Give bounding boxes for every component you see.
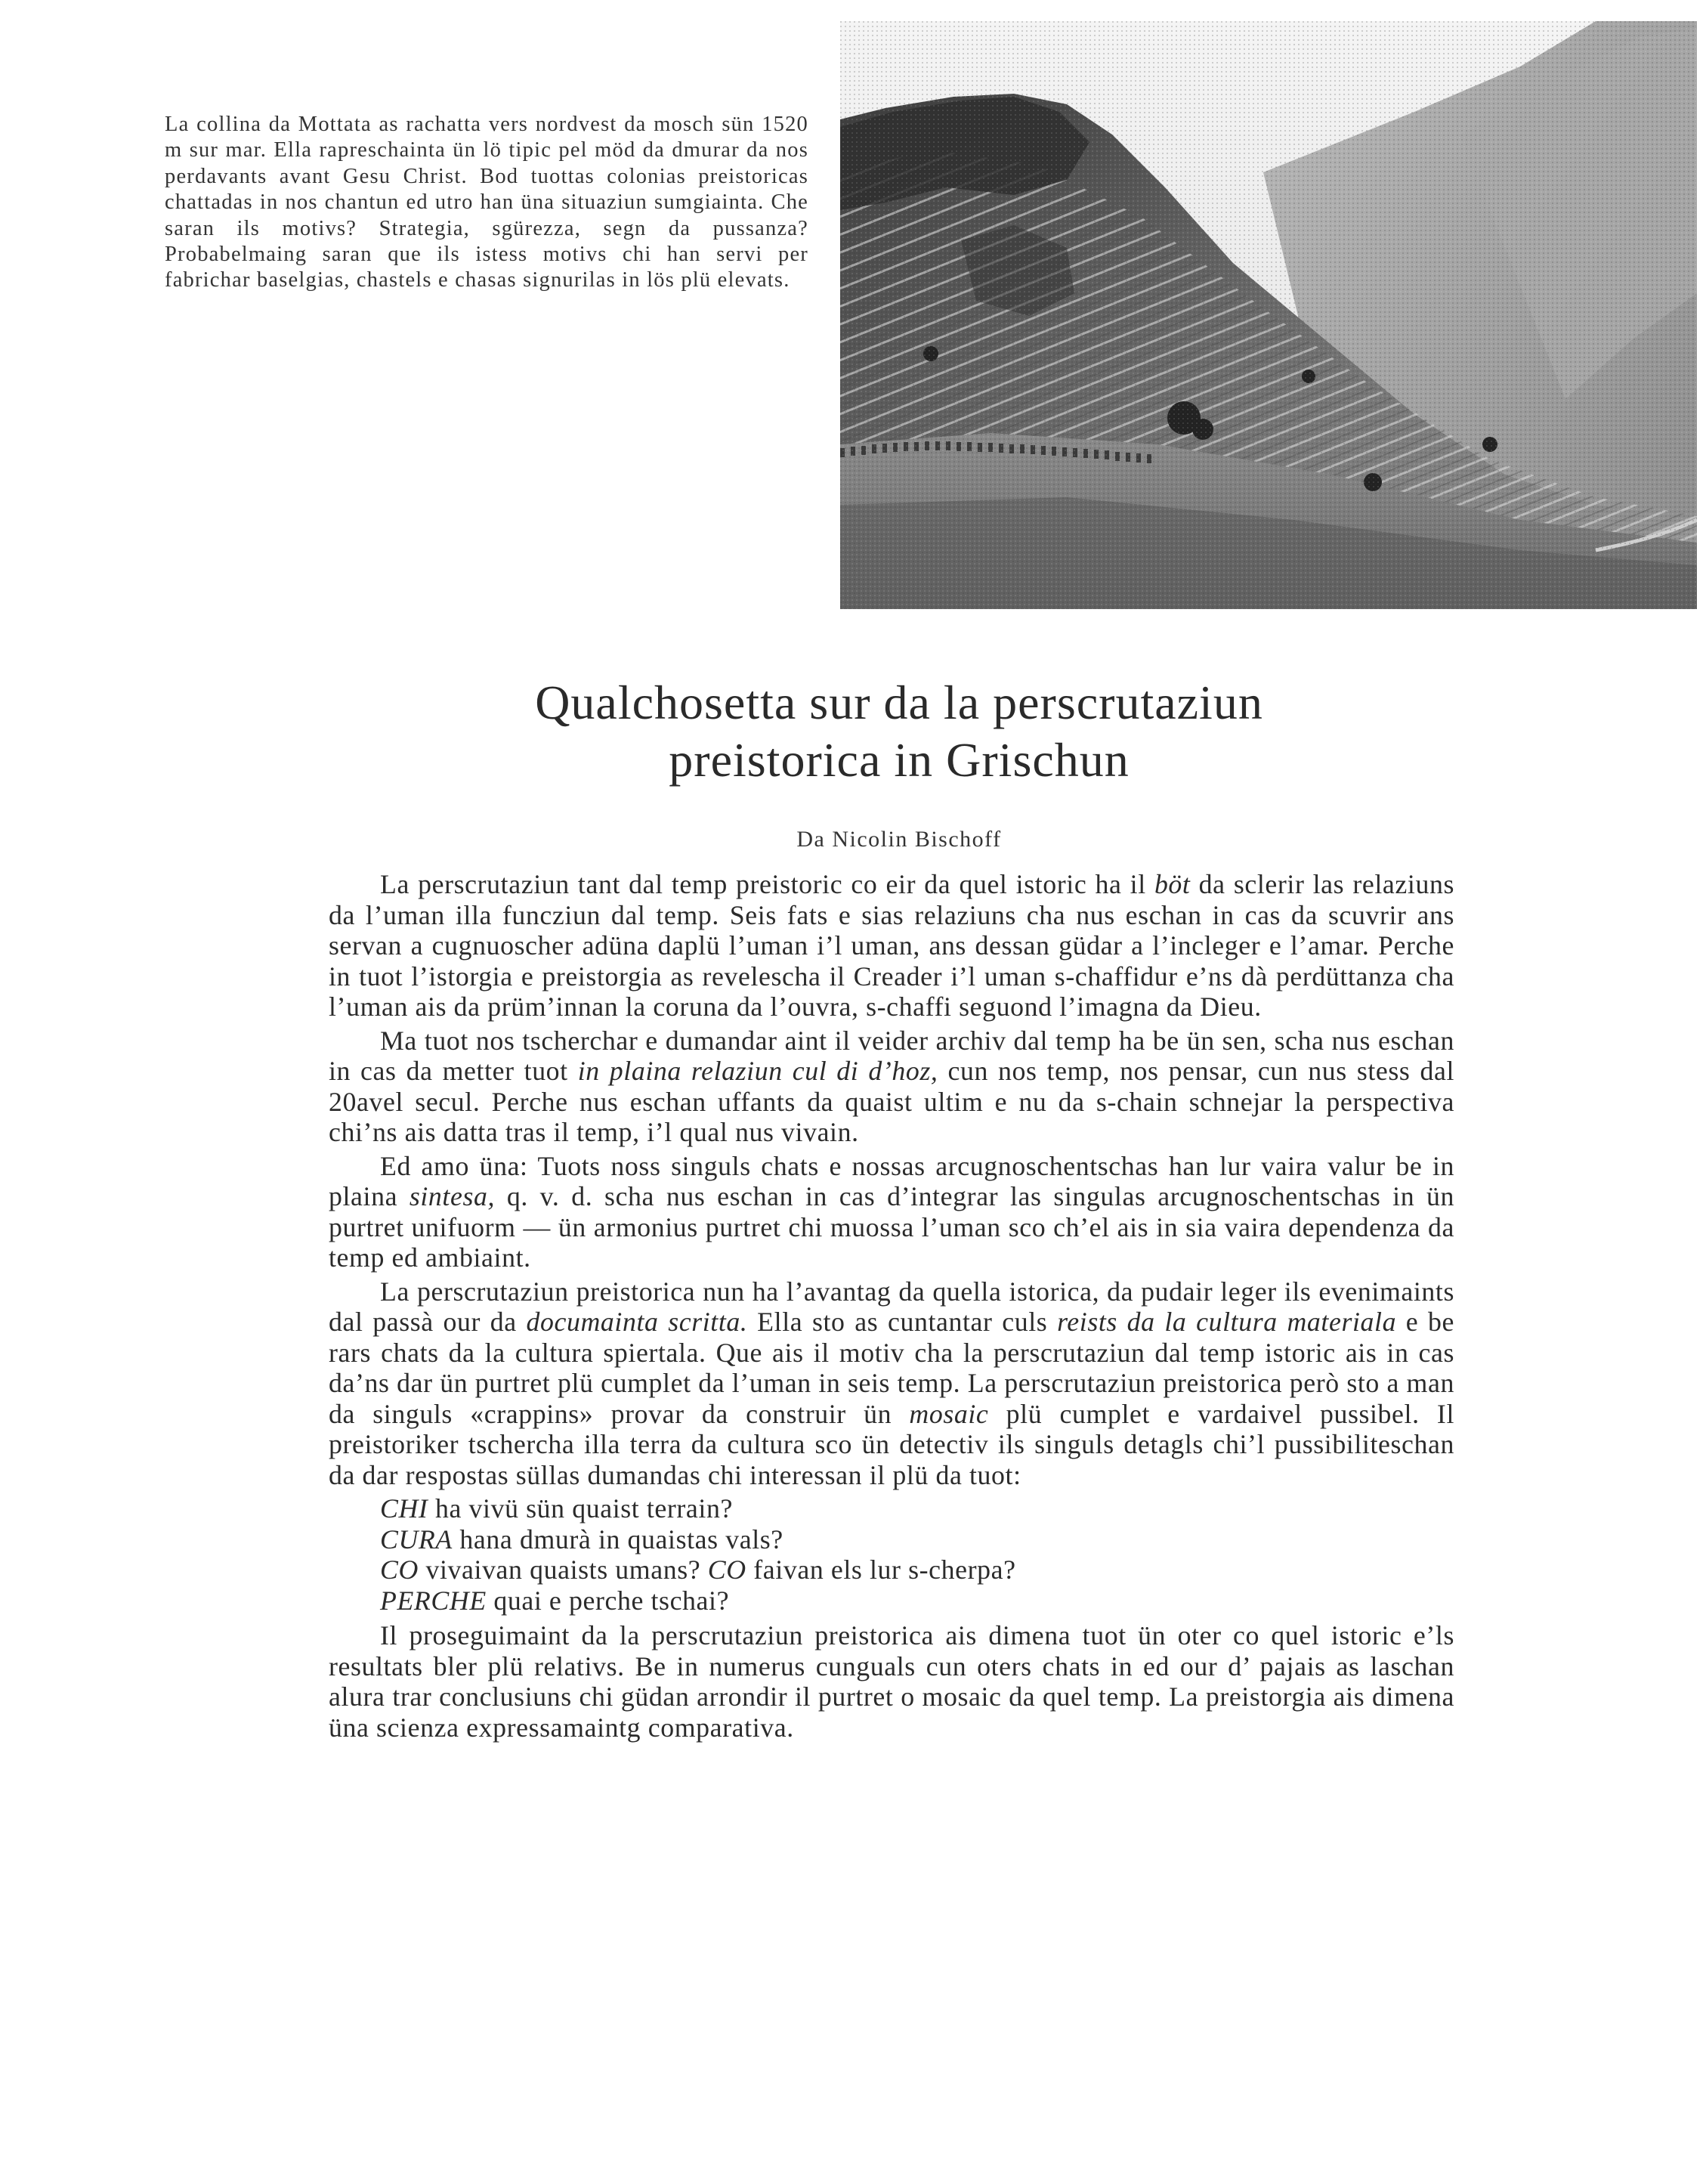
question-keyword: CURA bbox=[380, 1524, 453, 1554]
question-item bbox=[380, 1493, 1454, 1524]
question-list bbox=[329, 1493, 1454, 1616]
emphasis: böt bbox=[1154, 869, 1191, 899]
text-run: e be rars chats da la cultura spiertala. Que ais il motiv cha la perscrutaziun dal temp istoric ais in cas da’ns dar ün purtret plü cumplet da l’uman in seis temp. La perscrutaziun preistorica però sto a man da singuls «crappins» provar da construir ün bbox=[329, 1307, 1454, 1429]
paragraph-4 bbox=[329, 1276, 1454, 1491]
emphasis: documainta scritta. bbox=[526, 1307, 748, 1337]
title-line-1: Qualchosetta sur da la perscrutaziun bbox=[535, 676, 1263, 729]
question-text: ha vivü sün quaist terrain? bbox=[428, 1493, 733, 1524]
article-title bbox=[302, 674, 1496, 789]
text-run: cun nos temp, nos pensar, cun nus stess dal 20avel secul. Perche nus eschan uffants da quaist ultim e nu da s-chain schnejar la perspectiva chi’ns ais datta tras il temp, i’l qual nus vivain. bbox=[329, 1056, 1454, 1147]
landscape-photo bbox=[840, 21, 1697, 609]
question-keyword: CO bbox=[380, 1554, 419, 1585]
text-run: Ella sto as cuntantar culs bbox=[747, 1307, 1058, 1337]
emphasis: reists da la cultura materiala bbox=[1057, 1307, 1397, 1337]
question-text: faivan els lur s-cherpa? bbox=[746, 1554, 1016, 1585]
question-text: hana dmurà in quaistas vals? bbox=[452, 1524, 783, 1554]
question-text: vivaivan quaists umans? bbox=[418, 1554, 708, 1585]
question-text: quai e perche tschai? bbox=[486, 1585, 730, 1616]
question-item bbox=[380, 1524, 1454, 1555]
article-body bbox=[329, 869, 1454, 1746]
text-run: da sclerir las relaziuns da l’uman illa funcziun dal temp. Seis fats e sias relaziuns cha nus eschan in cas da scuvrir ans servan a cugnuoscher adüna daplü l’uman i’l uman, ans dessan güdar a l’incleger e l’amar. Perche in tuot l’istorgia e preistorgia as revelescha il Creader i’l uman s-chaffidur e’ns dà perdüttanza cha l’uman ais da prüm’innan la coruna da l’ouvra, s-chaffi seguond l’imagna da Dieu. bbox=[329, 869, 1454, 1022]
text-run: q. v. d. scha nus eschan in cas d’integrar las singulas arcugnoschentschas in ün purtret unifuorm — ün armonius purtret chi muossa l’uman sco ch’el ais in sia vaira dependenza da temp ed ambiaint. bbox=[329, 1181, 1454, 1273]
question-keyword: CO bbox=[707, 1554, 746, 1585]
title-line-2: preistorica in Grischun bbox=[669, 733, 1130, 787]
paragraph-3 bbox=[329, 1151, 1454, 1273]
question-keyword: PERCHE bbox=[380, 1585, 487, 1616]
question-item bbox=[380, 1585, 1454, 1616]
question-item bbox=[380, 1554, 1454, 1585]
text-run: La perscrutaziun preistorica nun ha l’avantag da quella istorica, da pudair leger ils evenimaints dal passà our da bbox=[329, 1276, 1454, 1337]
paragraph-1 bbox=[329, 869, 1454, 1022]
text-run: La perscrutaziun tant dal temp preistoric co eir da quel istoric ha il bbox=[380, 869, 1154, 899]
text-run: Ed amo üna: Tuots noss singuls chats e nossas arcugnoschentschas han lur vaira valur be in plaina bbox=[329, 1150, 1454, 1211]
photo-caption: La collina da Mottata as rachatta vers nordvest da mosch sün 1520 m sur mar. Ella rapreschainta ün lö tipic pel möd da dmurar da nos perdavants avant Gesu Christ. Bod tuottas colonias preistoricas chattadas in nos chantun ed utro han üna situaziun sumgiainta. Che saran ils motivs? Strategia, sgürezza, segn da pussanza? Probabelmaing saran que ils istess motivs chi han servi per fabrichar baselgias, chastels e chasas signurilas in lös plü elevats. bbox=[165, 113, 808, 292]
text-run: plü cumplet e vardaivel pussibel. Il preistoriker tscherchа illa terra da cultura sco ün detectiv ils singuls detagls chi’l pussibiliteschan da dar respostas süllas dumandas chi interessan il plü da tuot: bbox=[329, 1398, 1454, 1490]
question-keyword: CHI bbox=[380, 1493, 428, 1524]
emphasis: sintesa, bbox=[409, 1181, 496, 1211]
paragraph-2 bbox=[329, 1025, 1454, 1148]
emphasis: mosaic bbox=[909, 1398, 989, 1429]
emphasis: in plaina relaziun cul di d’hoz, bbox=[577, 1056, 938, 1086]
author-byline: Da Nicolin Bischoff bbox=[796, 827, 1002, 852]
paragraph-5: Il proseguimaint da la perscrutaziun preistorica ais dimena tuot ün oter co quel istoric e’ls resultats bler plü relativs. Be in numerus cunguals cun oters chats in ed our d’ pajais as laschan alura trar conclusiuns chi güdan arrondir il purtret o mosaic da quel temp. La preistorgia ais dimena üna scienza expressamaintg comparativa. bbox=[329, 1620, 1454, 1743]
text-run: Ma tuot nos tscherchar e dumandar aint il veider archiv dal temp ha be ün sen, scha nus eschan in cas da metter tuot bbox=[329, 1025, 1454, 1086]
